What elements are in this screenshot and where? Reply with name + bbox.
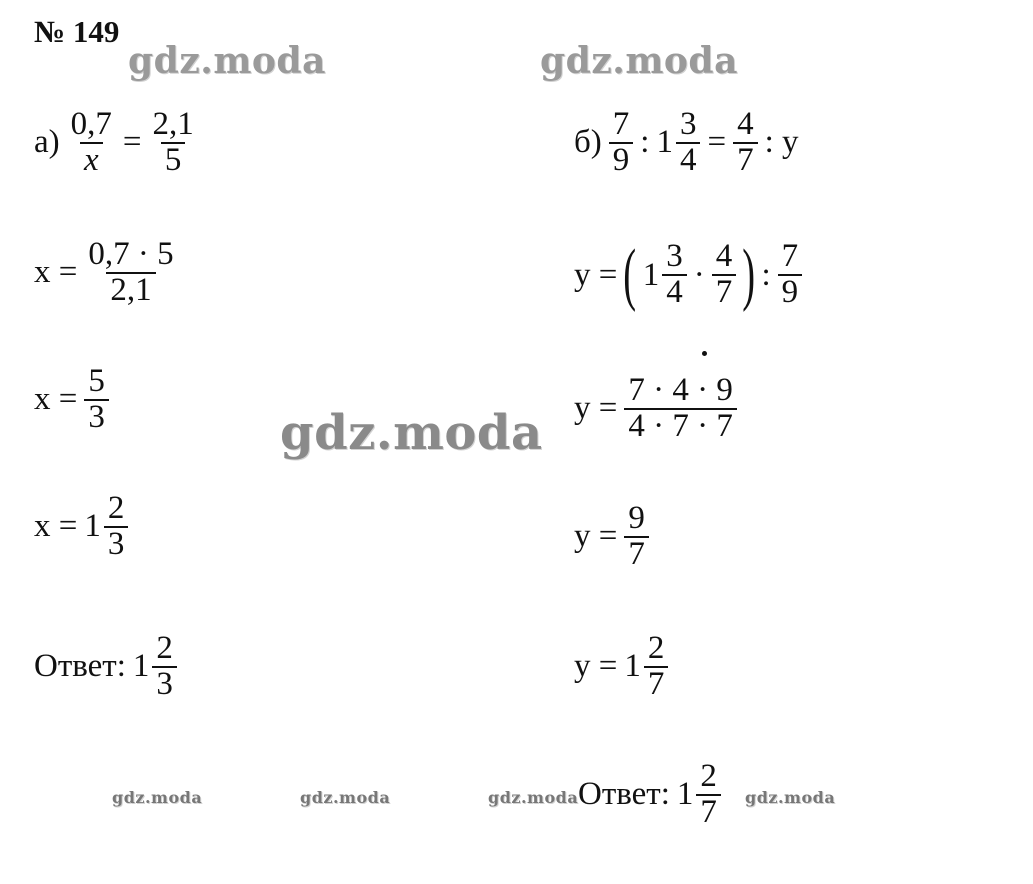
numerator: 3: [679, 106, 697, 142]
part-b-equation-5: [574, 632, 668, 701]
left-paren: (: [623, 236, 637, 313]
denominator: 4 · 7 · 7: [624, 408, 736, 444]
fraction: [84, 238, 177, 307]
numerator: 0,7 · 5: [88, 236, 174, 272]
denominator: 4: [676, 142, 701, 178]
part-b-equation-3: [574, 374, 737, 443]
fraction: [696, 760, 721, 829]
whole-part: 1: [676, 776, 694, 813]
mixed-number: [133, 632, 177, 701]
fraction: [84, 365, 109, 434]
part-a-equation-1: [34, 108, 198, 177]
watermark: gdz.moda: [112, 788, 203, 807]
mixed-number: [677, 760, 721, 829]
whole-part: 1: [642, 256, 660, 293]
numerator: 2: [107, 490, 125, 526]
variable: x =: [34, 508, 78, 545]
right-paren: ): [742, 236, 756, 313]
answer-label: Ответ:: [578, 776, 670, 813]
numerator: 9: [628, 500, 645, 536]
equals-sign: =: [707, 124, 727, 161]
fraction: [104, 492, 129, 561]
numerator: 7 · 4 · 9: [628, 372, 733, 408]
variable: x =: [34, 254, 78, 291]
fraction: [712, 240, 737, 309]
variable: y =: [574, 390, 618, 427]
watermark: gdz.moda: [745, 788, 836, 807]
answer-label: Ответ:: [34, 648, 126, 685]
part-b-label: б): [574, 124, 602, 161]
fraction: [676, 108, 701, 177]
numerator: 4: [737, 106, 754, 142]
numerator: 4: [715, 238, 733, 275]
part-a-equation-3: [34, 365, 109, 434]
fraction: [67, 108, 116, 177]
part-b-equation-4: [574, 502, 649, 571]
variable: y =: [574, 648, 618, 685]
denominator: 3: [84, 399, 109, 435]
denominator: 9: [778, 274, 803, 310]
part-a-label: а): [34, 124, 60, 161]
denominator: 5: [161, 142, 186, 178]
numerator: 7: [781, 238, 799, 275]
variable: x =: [34, 381, 78, 418]
part-a-equation-4: [34, 492, 128, 561]
equals-sign: =: [122, 124, 142, 161]
denominator: 7: [644, 666, 669, 702]
numerator: 3: [666, 238, 683, 275]
whole-part: 1: [624, 648, 641, 685]
denominator: 7: [712, 274, 737, 310]
watermark: gdz.moda: [488, 788, 579, 807]
numerator: 5: [88, 363, 105, 399]
fraction: [644, 632, 669, 701]
denominator: 4: [662, 274, 687, 310]
numerator: 2: [647, 630, 665, 666]
watermark: gdz.moda: [540, 40, 738, 82]
numerator: 2: [156, 630, 173, 666]
denominator: 7: [696, 794, 721, 830]
part-b-answer: [578, 760, 721, 829]
multiplication-sign: ·: [693, 256, 705, 293]
fraction: [624, 502, 649, 571]
denominator: 3: [152, 666, 177, 702]
denominator: 9: [609, 142, 634, 178]
whole-part: 1: [656, 124, 673, 161]
fraction: [662, 240, 687, 309]
part-b-equation-1: [574, 108, 799, 177]
fraction: [733, 108, 758, 177]
stray-dot: [702, 351, 707, 356]
fraction: [149, 108, 198, 177]
denominator: 7: [733, 142, 758, 178]
division-by-y: : y: [764, 124, 799, 161]
watermark: gdz.moda: [300, 788, 391, 807]
problem-number: № 149: [34, 14, 120, 49]
mixed-number: [624, 632, 668, 701]
watermark: gdz.moda: [280, 405, 543, 461]
part-a-equation-2: [34, 238, 178, 307]
denominator: x: [80, 142, 103, 178]
numerator: 2: [700, 758, 717, 794]
fraction: [152, 632, 177, 701]
mixed-number: [84, 492, 128, 561]
numerator: 0,7: [70, 106, 112, 142]
denominator: 3: [104, 526, 129, 562]
fraction: [778, 240, 803, 309]
part-b-equation-2: [574, 236, 802, 313]
numerator: 2,1: [152, 106, 194, 142]
part-a-answer: [34, 632, 177, 701]
denominator: 2,1: [106, 272, 155, 308]
variable: y =: [574, 518, 618, 555]
division-sign: :: [640, 124, 650, 161]
numerator: 7: [612, 106, 630, 142]
variable: y =: [574, 256, 618, 293]
whole-part: 1: [132, 648, 150, 685]
division-sign: :: [761, 256, 771, 293]
denominator: 7: [624, 536, 649, 572]
whole-part: 1: [84, 508, 101, 545]
watermark: gdz.moda: [128, 40, 326, 82]
mixed-number: [656, 108, 700, 177]
fraction: [609, 108, 634, 177]
fraction: [624, 374, 736, 443]
mixed-number: [643, 240, 687, 309]
